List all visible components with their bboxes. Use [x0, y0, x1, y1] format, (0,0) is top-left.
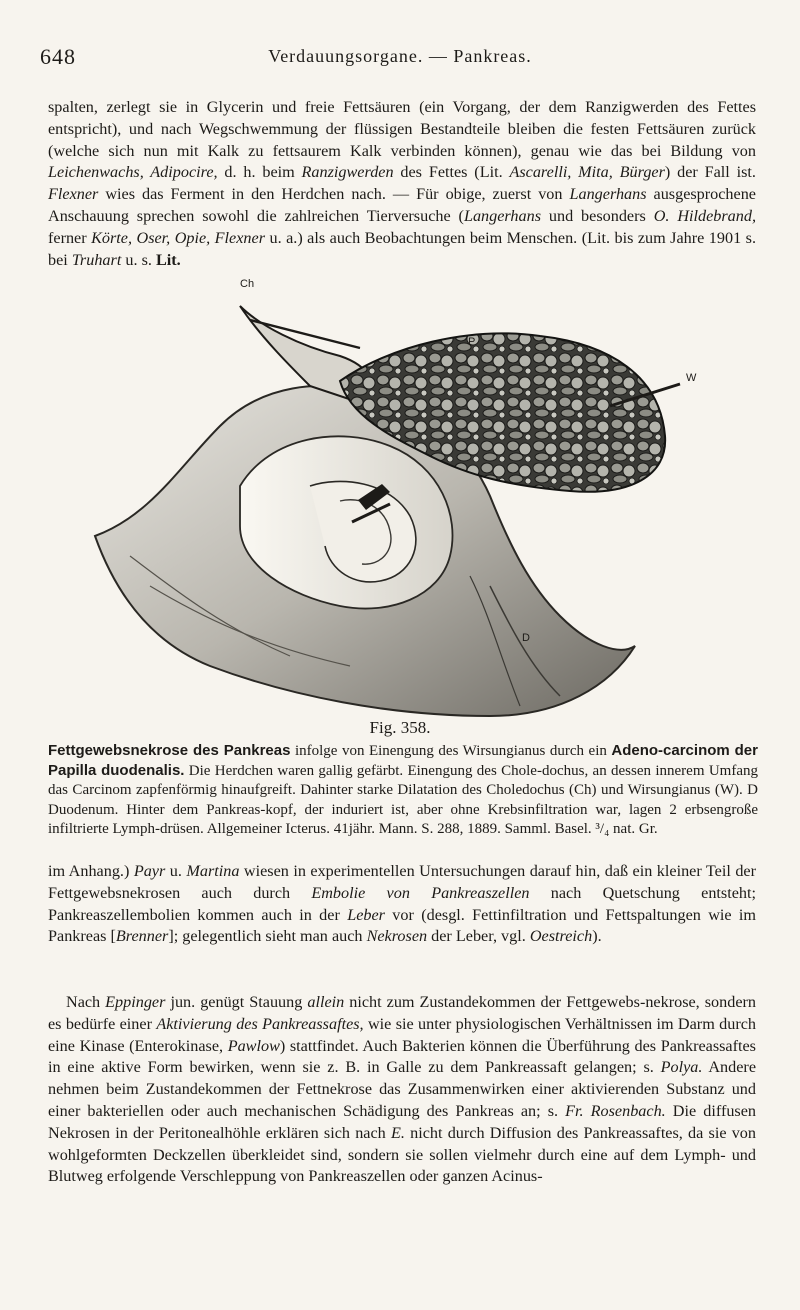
- label-w: W: [686, 372, 697, 384]
- label-ch: Ch: [240, 278, 255, 290]
- paragraph-2: im Anhang.) Payr u. Martina wiesen in experimentellen Untersuchungen darauf hin, daß ein kleiner Teil der Fettgewebsnekrosen auch durch Embolie von Pankreaszellen nach Quetschung entsteht; Pankreaszellembolien kommen auch in der Leber vor (desgl. Fettinfiltration und Fettspaltungen wie im Pankreas [Brenner]; gelegentlich sieht man auch Nekrosen der Leber, vgl. Oestreich).: [48, 862, 757, 946]
- paragraph-3: Nach Eppinger jun. genügt Stauung allein nicht zum Zustandekommen der Fettgewebs-nekrose, sondern es bedürfe einer Aktivierung des Pankreassaftes, wie sie unter physiologischen Verhältnissen im Darm durch eine Kinase (Enterokinase, Pawlow) stattfindet. Auch Bakterien können die Überführung des Pankreassaftes in eine aktive Form bewirken, wenn sie z. B. in Galle zu dem Pankreassaft gelangen; s. Polya. Andere nehmen beim Zustandekommen der Fettnekrose das Zusammenwirken einer aktivierenden Substanz und einer bakteriellen oder auch mechanischen Schädigung des Pankreas an; s. Fr. Rosenbach. Die diffusen Nekrosen in der Peritonealhöhle erklären sich nach E. nicht durch Diffusion des Pankreassaftes, da sie von wohlgeformten Deckzellen überkleidet sind, sondern sie sollen vielmehr durch eine auf dem Lymph- und Blutweg erfolgende Verschleppung von Pankreaszellen oder ganzen Acinus-: [48, 993, 757, 1186]
- figure-number: Fig. 358.: [369, 718, 431, 737]
- paragraph-1: spalten, zerlegt sie in Glycerin und freie Fettsäuren (ein Vorgang, der dem Ranzigwerden des Fettes entspricht), und nach Wegschwemmung der flüssigen Bestandteile bleiben die festen Fettsäuren zurück (welche sich nun mit Kalk zu fettsaurem Kalk verbinden können), genau wie das bei Bildung von Leichenwachs, Adipocire, d. h. beim Ranzigwerden des Fettes (Lit. Ascarelli, Mita, Bürger) der Fall ist. Flexner wies das Ferment in den Herdchen nach. — Für obige, zuerst von Langerhans ausgesprochene Anschauung sprechen sowohl die zahlreichen Tierversuche (Langerhans und besonders O. Hildebrand, ferner Körte, Oser, Opie, Flexner u. a.) als auch Beobachtungen beim Menschen. (Lit. bis zum Jahre 1901 s. bei Truhart u. s. Lit.: [48, 98, 756, 269]
- label-d: D: [522, 632, 530, 644]
- page-number: 648: [40, 44, 76, 69]
- running-head: Verdauungsorgane. — Pankreas.: [268, 46, 532, 66]
- page-header: [40, 44, 760, 70]
- label-p: P: [468, 336, 476, 348]
- anatomical-figure: [90, 278, 697, 720]
- figure-caption: Fettgewebsnekrose des Pankreas infolge von Einengung des Wirsungianus durch ein Adeno-carcinom der Papilla duodenalis. Die Herdchen waren gallig gefärbt. Einengung des Chole-dochus, an dessen innerem Umfang das Carcinom zapfenförmig hinaufgreift. Dahinter starke Dilatation des Choledochus (Ch) und Wirsungianus (W). D Duodenum. Hinter dem Pankreas-kopf, der induriert ist, aber ohne Krebsinfiltration war, lagen 2 erbsengroße infiltrierte Lymph-drüsen. Allgemeiner Icterus. 41jähr. Mann. S. 288, 1889. Samml. Basel. ³/₄ nat. Gr.: [48, 742, 758, 837]
- pancreas-illustration: [90, 286, 690, 720]
